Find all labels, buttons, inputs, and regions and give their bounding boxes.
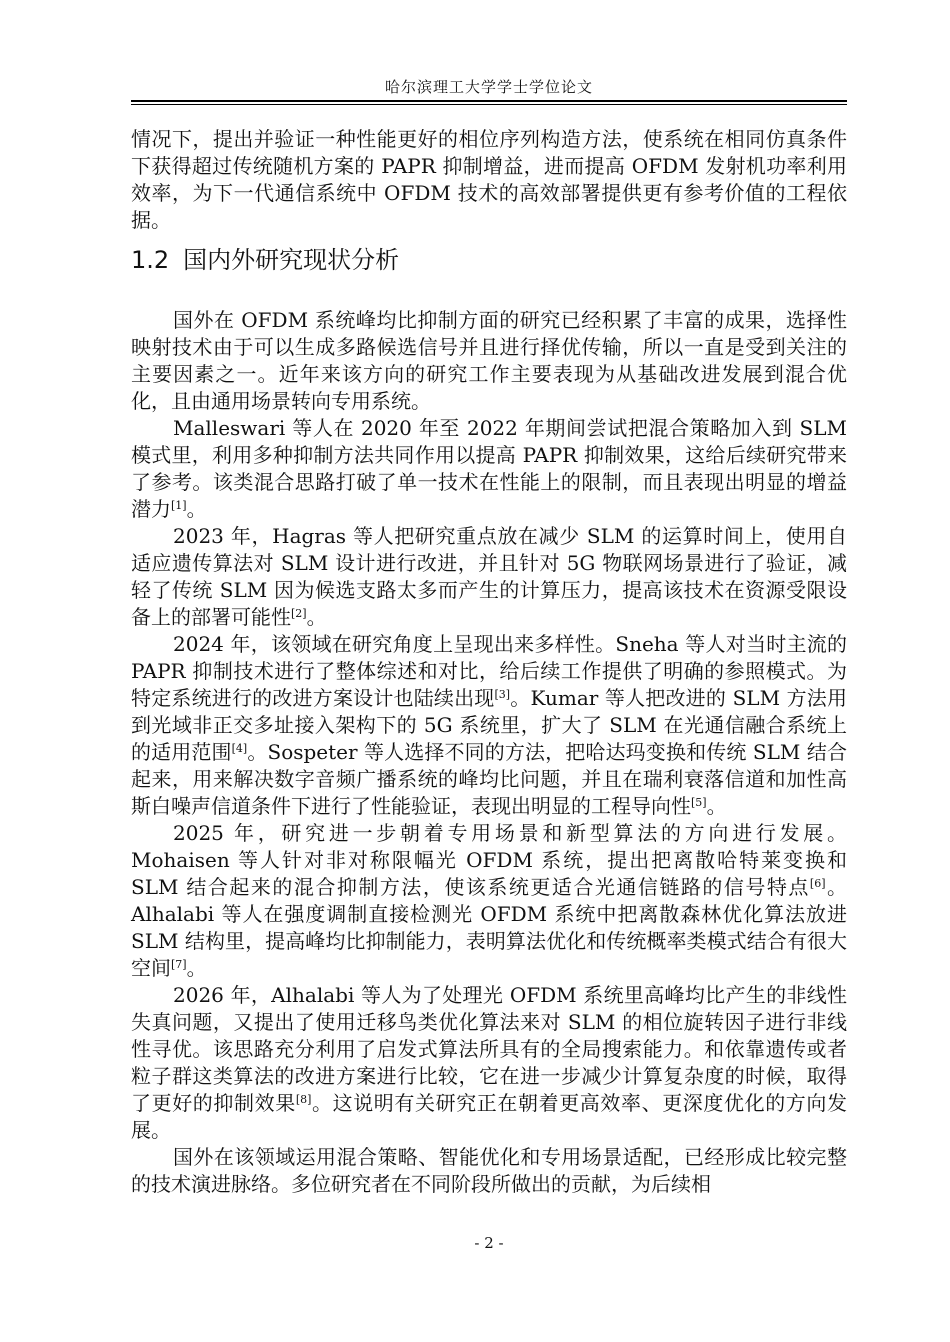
section-title: 国内外研究现状分析	[183, 246, 400, 274]
paragraph-2023: 2023 年，Hagras 等人把研究重点放在减少 SLM 的运算时间上，使用自适应遗传算法对 SLM 设计进行改进，并且针对 5G 物联网场景进行了验证，减轻了传统 SLM 因为候选支路太多而产生的计算压力，提高该技术在资源受限设备上的部署可能性[2]。	[131, 524, 847, 629]
citation-ref: [1]	[171, 499, 187, 512]
citation-ref: [4]	[231, 742, 248, 755]
body-text	[131, 126, 847, 1198]
paragraph-summary: 国外在该领域运用混合策略、智能优化和专用场景适配，已经形成比较完整的技术演进脉络。多位研究者在不同阶段所做出的贡献，为后续相	[131, 1145, 847, 1196]
citation-ref: [7]	[171, 958, 187, 971]
citation-ref: [2]	[291, 607, 307, 620]
running-header: 哈尔滨理工大学学士学位论文	[384, 78, 593, 96]
paragraph-malleswari: Malleswari 等人在 2020 年至 2022 年期间尝试把混合策略加入到 SLM 模式里，利用多种抑制方法共同作用以提高 PAPR 抑制效果，这给后续研究带来了参考。该类混合思路打破了单一技术在性能上的限制，而且表现出明显的增益潜力[1]。	[131, 416, 847, 521]
paragraph-2026: 2026 年，Alhalabi 等人为了处理光 OFDM 系统里高峰均比产生的非线性失真问题，又提出了使用迁移鸟类优化算法来对 SLM 的相位旋转因子进行非线性寻优。该思路充分利用了启发式算法所具有的全局搜索能力。和依靠遗传或者粒子群这类算法的改进方案进行比较，它在进一步减少计算复杂度的时候，取得了更好的抑制效果[8]。这说明有关研究正在朝着更高效率、更深度优化的方向发展。	[131, 983, 848, 1142]
citation-ref: [6]	[809, 877, 826, 890]
paragraph-continuation: 情况下，提出并验证一种性能更好的相位序列构造方法，使系统在相同仿真条件下获得超过传统随机方案的 PAPR 抑制增益，进而提高 OFDM 发射机功率利用效率，为下一代通信系统中 OFDM 技术的高效部署提供更有参考价值的工程依据。	[131, 127, 847, 232]
section-heading	[131, 243, 847, 277]
section-number: 1.2	[131, 246, 170, 274]
paragraph-2024: 2024 年，该领域在研究角度上呈现出来多样性。Sneha 等人对当时主流的 PAPR 抑制技术进行了整体综述和对比，给后续工作提供了明确的参照模式。为特定系统进行的改进方案设计也陆续出现[3]。Kumar 等人把改进的 SLM 方法用到光域非正交多址接入架构下的 5G 系统里，扩大了 SLM 在光通信融合系统上的适用范围[4]。Sospeter 等人选择不同的方法，把哈达玛变换和传统 SLM 结合起来，用来解决数字音频广播系统的峰均比问题，并且在瑞利衰落信道和加性高斯白噪声信道条件下进行了性能验证，表现出明显的工程导向性[5]。	[131, 632, 848, 818]
citation-ref: [5]	[691, 796, 707, 809]
page-number: - 2 -	[474, 1234, 504, 1252]
header-rule-thin	[131, 104, 847, 105]
paragraph-2025: 2025 年，研究进一步朝着专用场景和新型算法的方向进行发展。Mohaisen 等人针对非对称限幅光 OFDM 系统，提出把离散哈特莱变换和 SLM 结合起来的混合抑制方法，使该系统更适合光通信链路的信号特点[6]。Alhalabi 等人在强度调制直接检测光 OFDM 系统中把离散森林优化算法放进 SLM 结构里，提高峰均比抑制能力，表明算法优化和传统概率类模式结合有很大空间[7]。	[131, 821, 848, 980]
header-rule-thick	[131, 100, 847, 102]
citation-ref: [8]	[295, 1093, 312, 1106]
paragraph-overview: 国外在 OFDM 系统峰均比抑制方面的研究已经积累了丰富的成果，选择性映射技术由于可以生成多路候选信号并且进行择优传输，所以一直是受到关注的主要因素之一。近年来该方向的研究工作主要表现为从基础改进发展到混合优化，且由通用场景转向专用系统。	[131, 308, 847, 413]
citation-ref: [3]	[494, 688, 511, 701]
